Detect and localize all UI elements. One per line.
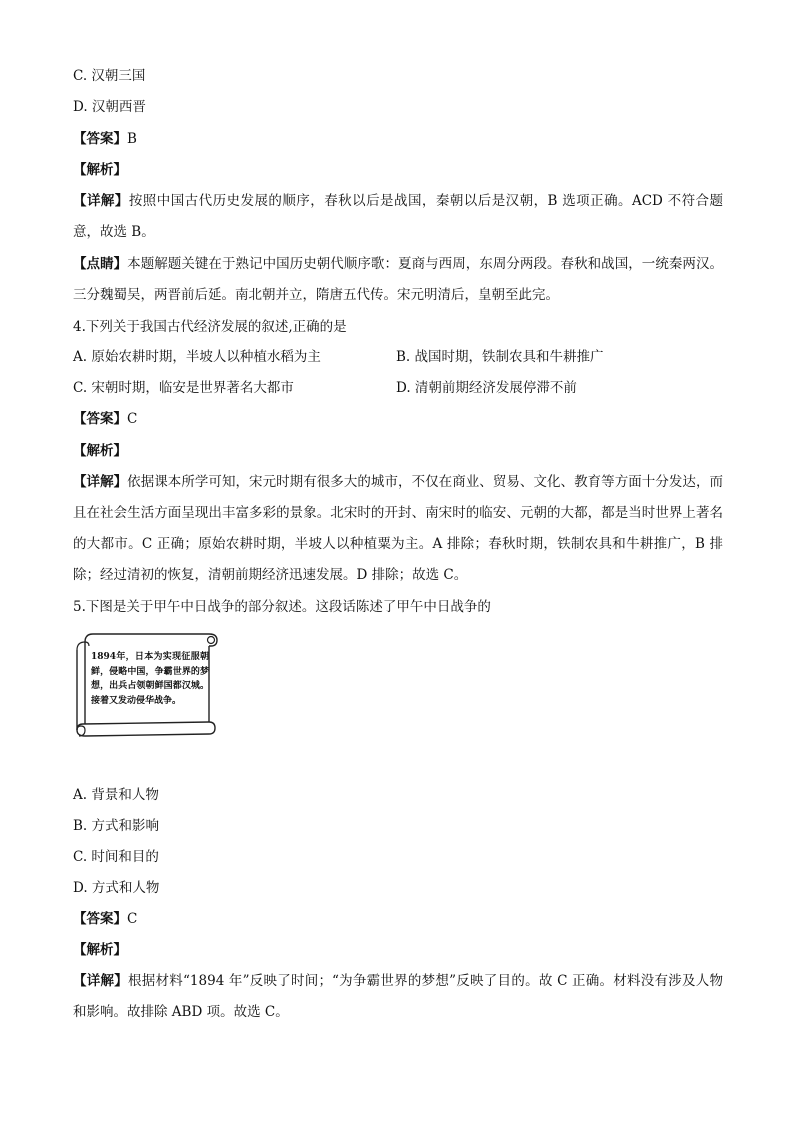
answer-value: B [127,131,137,147]
answer-tag: 【答案】 [73,131,127,147]
scroll-text: 1894年，日本为实现征服朝鲜，侵略中国，争霸世界的梦想，出兵占领朝鲜国都汉城。接着又发动侵华战争。 [91,652,209,706]
detail-tag: 【详解】 [73,973,129,989]
detail-tag: 【详解】 [73,474,128,490]
answer-value: C [127,911,138,927]
answer-value: C [127,411,138,427]
detail-text: 依据课本所学可知，宋元时期有很多大的城市，不仅在商业、贸易、文化、教育等方面十分发达，而且在社会生活方面呈现出丰富多彩的景象。北宋时的开封、南宋时的临安、元朝的大都，都是当时世界上著名的大都市。C 正确；原始农耕时期，半坡人以种植粟为主。A 排除；春秋时期，铁制农具和牛耕推广，B 排除；经过清初的恢复，清朝前期经济迅速发展。D 排除；故选 C。 [73,474,724,583]
q4-stem: 4.下列关于我国古代经济发展的叙述,正确的是 [73,319,347,335]
q3-option-c: C. 汉朝三国 [73,68,146,84]
answer-tag: 【答案】 [73,411,127,427]
scroll-image [73,630,221,740]
q3-option-d: D. 汉朝西晋 [73,99,146,115]
tip-text: 本题解题关键在于熟记中国历史朝代顺序歌：夏商与西周，东周分两段。春秋和战国，一统秦两汉。三分魏蜀吴，两晋前后延。南北朝并立，隋唐五代传。宋元明清后，皇朝至此完。 [73,256,724,303]
q5-option-b: B. 方式和影响 [73,818,160,834]
q3-tip [73,249,723,311]
q5-analysis-tag: 【解析】 [73,942,127,958]
q5-option-d: D. 方式和人物 [73,880,160,896]
q5-option-c: C. 时间和目的 [73,849,159,865]
q3-detail [73,186,723,248]
detail-tag: 【详解】 [73,193,129,209]
q5-detail [73,966,723,1028]
q4-option-a: A. 原始农耕时期，半坡人以种植水稻为主 [73,349,321,365]
q5-option-a: A. 背景和人物 [73,787,159,803]
q3-answer [73,129,137,149]
q4-option-c: C. 宋朝时期，临安是世界著名大都市 [73,380,294,396]
tip-tag: 【点睛】 [73,256,128,272]
q5-stem: 5.下图是关于甲午中日战争的部分叙述。这段话陈述了甲午中日战争的 [73,599,491,615]
q4-option-b: B. 战国时期，铁制农具和牛耕推广 [396,349,604,365]
answer-tag: 【答案】 [73,911,127,927]
q3-analysis-tag: 【解析】 [73,162,127,178]
q4-detail [73,467,723,591]
detail-text: 按照中国古代历史发展的顺序，春秋以后是战国，秦朝以后是汉朝，B 选项正确。ACD 不符合题意，故选 B。 [73,193,723,240]
q4-option-d: D. 清朝前期经济发展停滞不前 [396,380,577,396]
q5-answer [73,909,137,929]
q4-analysis-tag: 【解析】 [73,443,127,459]
q4-answer [73,409,137,429]
detail-text: 根据材料“1894 年”反映了时间；“为争霸世界的梦想”反映了目的。故 C 正确。材料没有涉及人物和影响。故排除 ABD 项。故选 C。 [73,973,724,1020]
